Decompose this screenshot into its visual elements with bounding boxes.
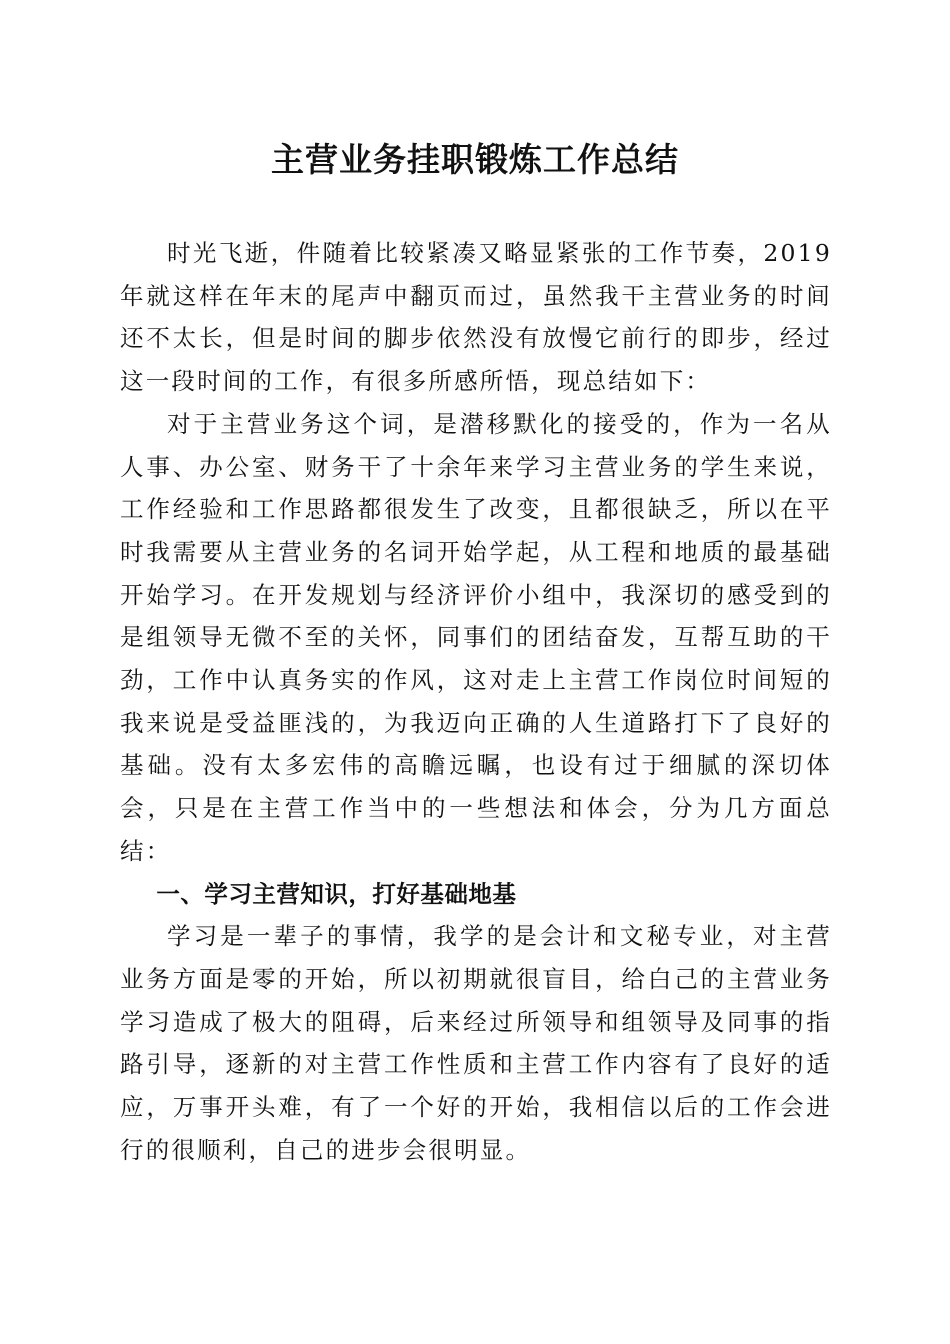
section-paragraph: 学习是一辈子的事情，我学的是会计和文秘专业，对主营业务方面是零的开始，所以初期就很盲目，给白己的主营业务学习造成了极大的阻碍，后来经过所领导和组领导及同事的指路引导，逐新的对主营工作性质和主营工作内容有了良好的适应，万事开头难，有了一个好的开始，我相信以后的工作会进行的很顺利，自己的进步会很明显。 <box>120 922 832 1164</box>
document-title: 主营业务挂职锻炼工作总结 <box>271 140 679 179</box>
section-heading: 一、学习主营知识，打好基础地基 <box>156 879 517 908</box>
overview-paragraph: 对于主营业务这个词，是潜移默化的接受的，作为一名从人事、办公室、财务干了十余年来学习主营业务的学生来说，工作经验和工作思路都很发生了改变，且都很缺乏，所以在平时我需要从主营业务的名词开始学起，从工程和地质的最基础开始学习。在开发规划与经济评价小组中，我深切的感受到的是组领导无微不至的关怀，同事们的团结奋发，互帮互助的干劲，工作中认真务实的作风，这对走上主营工作岗位时间短的我来说是受益匪浅的，为我迈向正确的人生道路打下了良好的基础。没有太多宏伟的高瞻远瞩，也设有过于细腻的深切体会，只是在主营工作当中的一些想法和体会，分为几方面总结： <box>120 409 832 865</box>
document-body <box>120 232 832 1171</box>
intro-paragraph: 时光飞逝，件随着比较紧凑又略显紧张的工作节奏，2019年就这样在年末的尾声中翻页而过，虽然我干主营业务的时间还不太长，但是时间的脚步依然没有放慢它前行的即步，经过这一段时间的工作，有很多所感所悟，现总结如下： <box>120 239 832 396</box>
